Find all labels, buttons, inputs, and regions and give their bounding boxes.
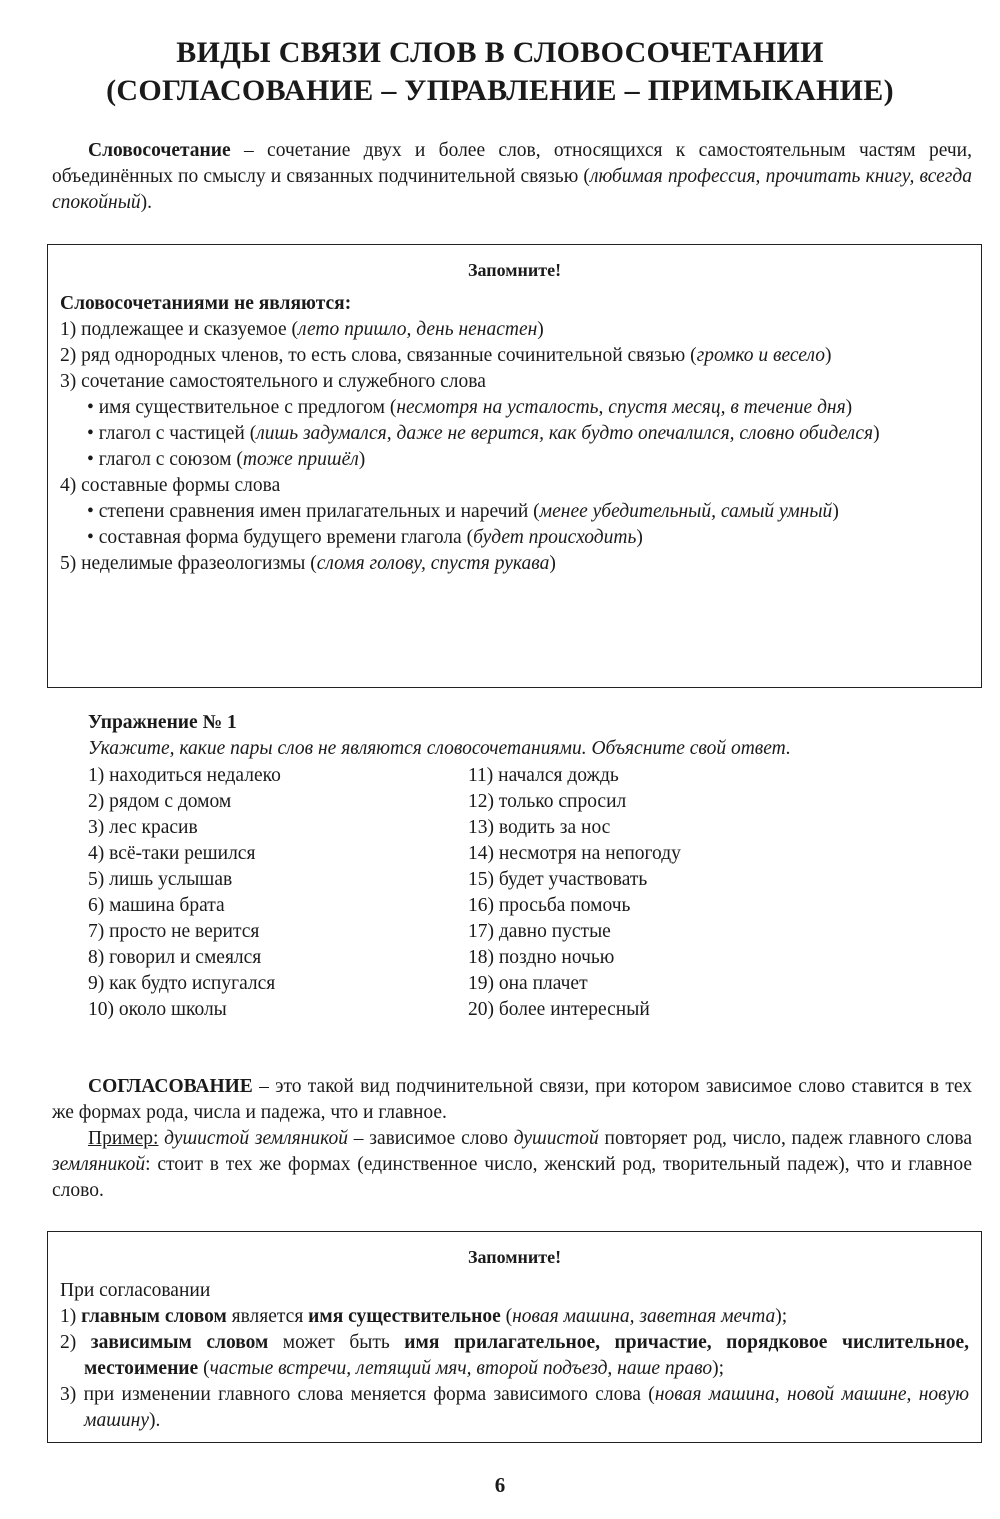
intro-term: Словосочетание xyxy=(88,140,231,161)
box1-bullet-5 xyxy=(60,525,969,551)
rule-text: может быть xyxy=(268,1332,405,1353)
bullet-text: • имя существительное с предлогом ( xyxy=(87,397,397,418)
item-text: 5) неделимые фразеологизмы ( xyxy=(60,553,317,574)
list-item: 5) лишь услышав xyxy=(88,869,233,890)
item-example: лето пришло, день ненастен xyxy=(297,319,538,340)
item-text: 1) подлежащее и сказуемое ( xyxy=(60,319,298,340)
example-text: – зависимое слово xyxy=(348,1128,514,1149)
list-item: 18) поздно ночью xyxy=(468,947,615,968)
bullet-end: ) xyxy=(832,501,839,522)
bullet-example: менее убедительный, самый умный xyxy=(539,501,833,522)
rule-example: частые встречи, летящий мяч, второй подъезд, наше право xyxy=(209,1358,713,1379)
list-item: 12) только спросил xyxy=(468,791,627,812)
remember-box-2 xyxy=(47,1231,982,1443)
page-number: 6 xyxy=(494,1473,506,1497)
intro-definition: – сочетание двух и более слов, относящихся к самостоятельным частям речи, объединённых по смыслу и связанных подчинительной связью ( xyxy=(52,140,972,187)
rule-text: ( xyxy=(500,1306,513,1327)
list-item: 2) рядом с домом xyxy=(88,791,232,812)
rule-bold: главным словом xyxy=(81,1306,227,1327)
rule-bold: зависимым словом xyxy=(90,1332,269,1353)
list-item: 7) просто не верится xyxy=(88,921,260,942)
box1-item-2 xyxy=(60,343,969,369)
rule-example: новая машина, заветная мечта xyxy=(512,1306,776,1327)
exercise-heading: Упражнение № 1 xyxy=(88,712,237,733)
list-item: 9) как будто испугался xyxy=(88,973,276,994)
remember-heading: Запомните! xyxy=(467,1247,562,1267)
box1-item-5 xyxy=(60,551,969,577)
rule-end: ). xyxy=(149,1410,161,1431)
bullet-text: • степени сравнения имен прилагательных и наречий ( xyxy=(87,501,540,522)
rule-number: 2) xyxy=(60,1332,91,1353)
example-label: Пример: xyxy=(88,1128,159,1149)
rule-end: ); xyxy=(712,1358,724,1379)
bullet-example: тоже пришёл xyxy=(242,449,359,470)
box1-bullet-2 xyxy=(60,421,969,447)
page-title xyxy=(0,34,1000,110)
soglasovanie-term: СОГЛАСОВАНИЕ xyxy=(88,1076,253,1097)
example-dependent-word: душистой xyxy=(513,1128,599,1149)
remember-box-1 xyxy=(47,244,982,688)
list-item: 1) находиться недалеко xyxy=(88,765,281,786)
rule-number: 1) xyxy=(60,1306,82,1327)
intro-end: ). xyxy=(140,192,153,213)
box1-bullet-4 xyxy=(60,499,969,525)
remember-heading: Запомните! xyxy=(467,260,562,280)
list-item: 4) всё-таки решился xyxy=(88,843,256,864)
list-item: 3) лес красив xyxy=(88,817,198,838)
list-item: 14) несмотря на непогоду xyxy=(468,843,681,864)
title-line-2: (СОГЛАСОВАНИЕ – УПРАВЛЕНИЕ – ПРИМЫКАНИЕ) xyxy=(106,74,894,107)
item-end: ) xyxy=(537,319,544,340)
box2-rule-3 xyxy=(60,1382,969,1434)
item-example: громко и весело xyxy=(696,345,825,366)
list-item: 20) более интересный xyxy=(468,999,650,1020)
definition-text: – это такой вид подчинительной связи, при котором зависимое слово ставится в тех же формах рода, числа и падежа, что и главное. xyxy=(52,1076,972,1123)
bullet-example: лишь задумался, даже не верится, как будто опечалился, словно обиделся xyxy=(256,423,874,444)
list-item: 6) машина брата xyxy=(88,895,225,916)
exercise-list-right xyxy=(468,763,681,1023)
rule-bold: имя существительное xyxy=(308,1306,501,1327)
box1-bullet-3 xyxy=(60,447,969,473)
bullet-end: ) xyxy=(873,423,880,444)
rule-text: 3) при изменении главного слова меняется форма зависимого слова ( xyxy=(60,1384,655,1405)
bullet-example: несмотря на усталость, спустя месяц, в течение дня xyxy=(396,397,846,418)
list-item: 16) просьба помочь xyxy=(468,895,631,916)
list-item: 10) около школы xyxy=(88,999,227,1020)
bullet-text: • глагол с частицей ( xyxy=(87,423,257,444)
list-item: 19) она плачет xyxy=(468,973,588,994)
bullet-example: будет происходить xyxy=(473,527,637,548)
exercise-task: Укажите, какие пары слов не являются словосочетаниями. Объясните свой ответ. xyxy=(88,738,791,759)
title-line-1: ВИДЫ СВЯЗИ СЛОВ В СЛОВОСОЧЕТАНИИ xyxy=(176,36,824,69)
bullet-end: ) xyxy=(358,449,366,470)
list-item: 11) начался дождь xyxy=(468,765,619,786)
soglasovanie-section xyxy=(52,1074,972,1204)
item-example: сломя голову, спустя рукава xyxy=(316,553,550,574)
rule-bold: имя прилагательное, причастие, порядковое числительное, местоимение xyxy=(84,1332,970,1379)
example-text: повторяет род, число, падеж главного слова xyxy=(598,1128,972,1149)
box1-bullet-1 xyxy=(60,395,969,421)
example-main-word: земляникой xyxy=(52,1154,146,1175)
example-phrase: душистой земляникой xyxy=(158,1128,348,1149)
item-end: ) xyxy=(824,345,832,366)
intro-paragraph xyxy=(52,138,972,216)
item-end: ) xyxy=(549,553,556,574)
bullet-end: ) xyxy=(845,397,853,418)
box2-intro: При согласовании xyxy=(60,1280,211,1301)
example-text: : стоит в тех же формах (единственное число, женский род, творительный падеж), что и главное слово. xyxy=(52,1154,972,1201)
rule-example: новая машина, новой машине, новую машину xyxy=(84,1384,970,1431)
box1-item-3: 3) сочетание самостоятельного и служебного слова xyxy=(60,371,486,392)
list-item: 8) говорил и смеялся xyxy=(88,947,262,968)
list-item: 15) будет участвовать xyxy=(468,869,648,890)
soglasovanie-example xyxy=(52,1126,972,1204)
rule-text: ( xyxy=(198,1358,210,1379)
box2-rule-2 xyxy=(60,1330,969,1382)
exercise-list-left xyxy=(88,763,281,1023)
soglasovanie-definition xyxy=(52,1074,972,1126)
box2-rule-1 xyxy=(60,1304,969,1330)
list-item: 17) давно пустые xyxy=(468,921,611,942)
rule-text: является xyxy=(226,1306,309,1327)
intro-examples: любимая профессия, прочитать книгу, всегда спокойный xyxy=(52,166,972,213)
list-item: 13) водить за нос xyxy=(468,817,611,838)
bullet-text: • глагол с союзом ( xyxy=(87,449,243,470)
rule-end: ); xyxy=(775,1306,788,1327)
bullet-end: ) xyxy=(636,527,643,548)
bullet-text: • составная форма будущего времени глагола ( xyxy=(87,527,474,548)
item-text: 2) ряд однородных членов, то есть слова, связанные сочинительной связью ( xyxy=(60,345,697,366)
box1-subheading: Словосочетаниями не являются: xyxy=(60,293,352,314)
box1-item-4: 4) составные формы слова xyxy=(60,475,281,496)
box1-item-1 xyxy=(60,317,969,343)
